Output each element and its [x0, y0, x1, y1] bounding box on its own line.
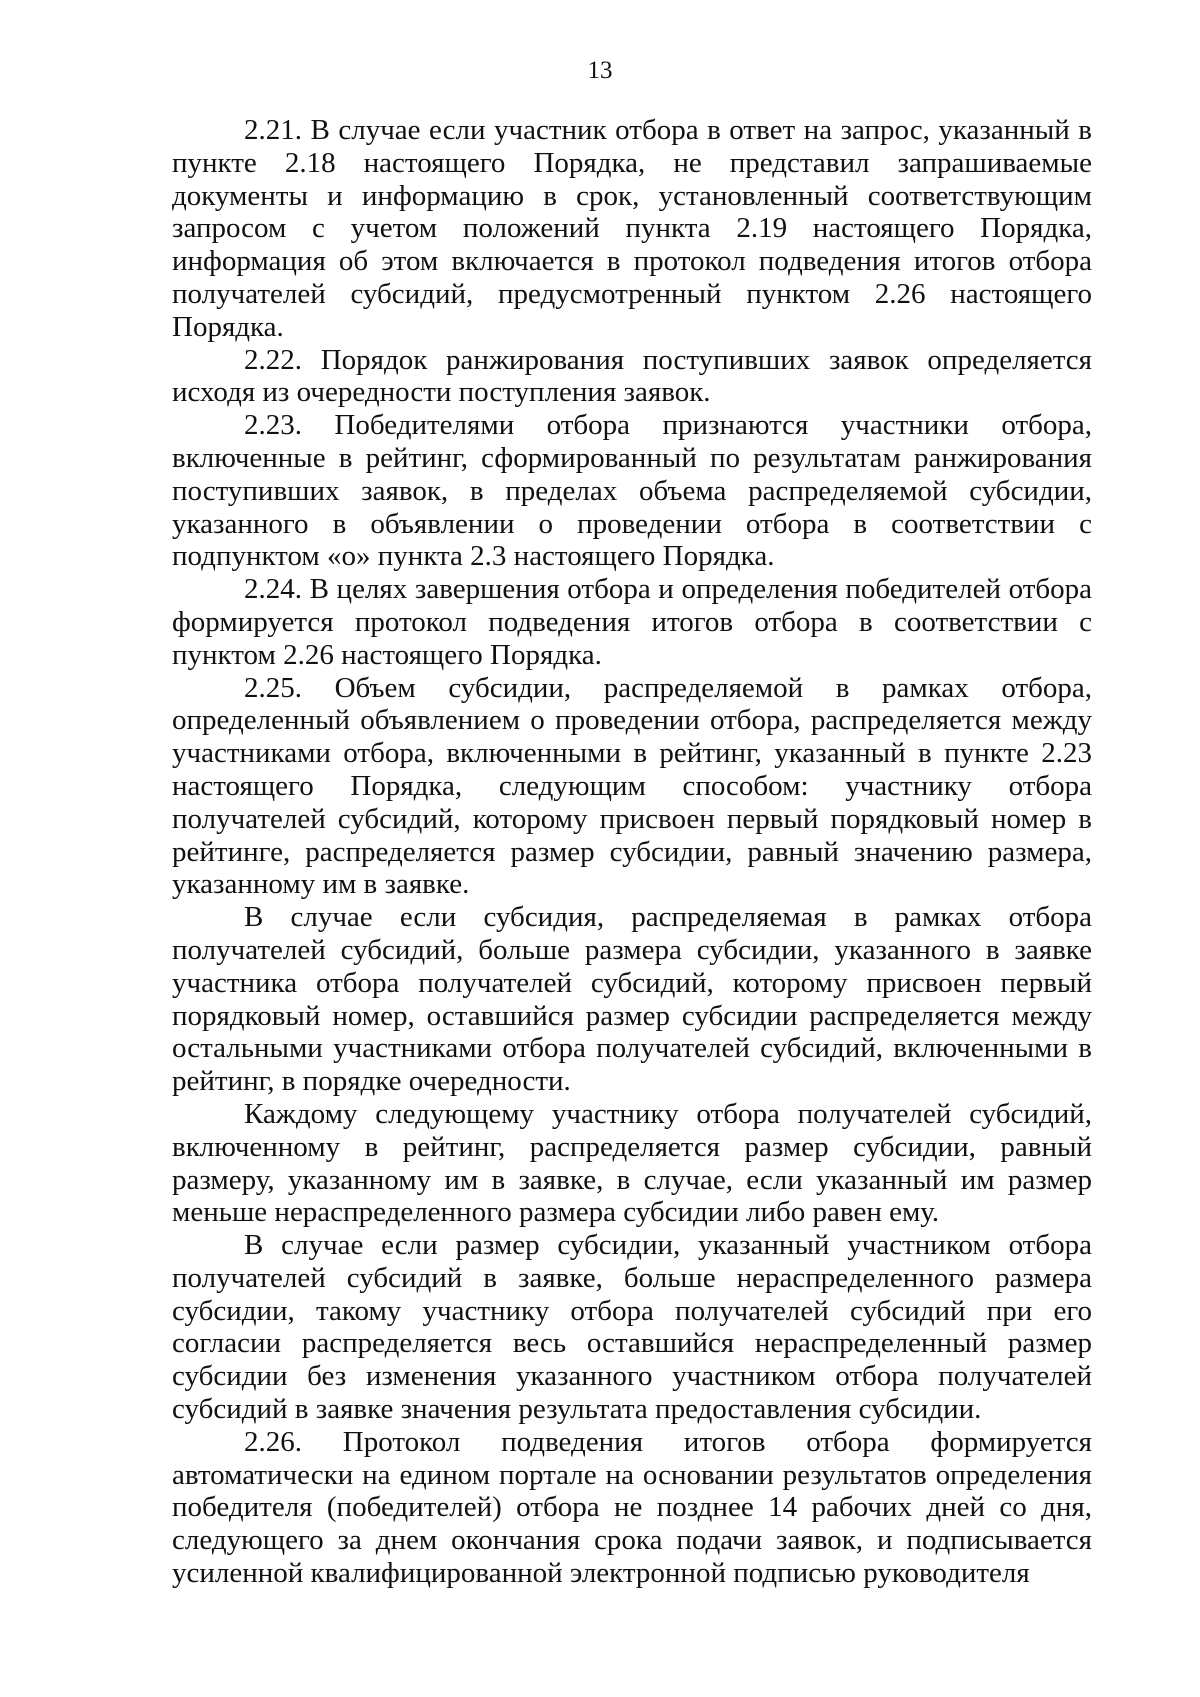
- paragraph-2-25: 2.25. Объем субсидии, распределяемой в рамках отбора, определенный объявлением о проведении отбора, распределяется между участниками отбора, включенными в рейтинг, указанный в пункте 2.23 настоящего Порядка, следующим способом: участнику отбора получателей субсидий, которому присвоен первый порядковый номер в рейтинге, распределяется размер субсидии, равный значению размера, указанному им в заявке.: [172, 671, 1092, 901]
- document-body: [172, 114, 1092, 1590]
- paragraph-2-25-part-3: Каждому следующему участнику отбора получателей субсидий, включенному в рейтинг, распределяется размер субсидии, равный размеру, указанному им в заявке, в случае, если указанный им размер меньше нераспределенного размера субсидии либо равен ему.: [172, 1097, 1092, 1229]
- paragraph-2-24: 2.24. В целях завершения отбора и определения победителей отбора формируется протокол подведения итогов отбора в соответствии с пунктом 2.26 настоящего Порядка.: [172, 573, 1092, 671]
- paragraph-2-22: 2.22. Порядок ранжирования поступивших заявок определяется исходя из очередности поступления заявок.: [172, 343, 1092, 409]
- paragraph-2-23: 2.23. Победителями отбора признаются участники отбора, включенные в рейтинг, сформированный по результатам ранжирования поступивших заявок, в пределах объема распределяемой субсидии, указанного в объявлении о проведении отбора в соответствии с подпунктом «о» пункта 2.3 настоящего Порядка.: [172, 409, 1092, 573]
- paragraph-2-26: 2.26. Протокол подведения итогов отбора формируется автоматически на едином портале на основании результатов определения победителя (победителей) отбора не позднее 14 рабочих дней со дня, следующего за днем окончания срока подачи заявок, и подписывается усиленной квалифицированной электронной подписью руководителя: [172, 1425, 1092, 1590]
- paragraph-2-25-part-2: В случае если субсидия, распределяемая в рамках отбора получателей субсидий, больше размера субсидии, указанного в заявке участника отбора получателей субсидий, которому присвоен первый порядковый номер, оставшийся размер субсидии распределяется между остальными участниками отбора получателей субсидий, включенными в рейтинг, в порядке очередности.: [172, 901, 1092, 1098]
- paragraph-2-21: 2.21. В случае если участник отбора в ответ на запрос, указанный в пункте 2.18 настоящего Порядка, не представил запрашиваемые документы и информацию в срок, установленный соответствующим запросом с учетом положений пункта 2.19 настоящего Порядка, информация об этом включается в протокол подведения итогов отбора получателей субсидий, предусмотренный пунктом 2.26 настоящего Порядка.: [172, 114, 1092, 343]
- paragraph-2-25-part-4: В случае если размер субсидии, указанный участником отбора получателей субсидий в заявке, больше нераспределенного размера субсидии, такому участнику отбора получателей субсидий при его согласии распределяется весь оставшийся нераспределенный размер субсидии без изменения указанного участником отбора получателей субсидий в заявке значения результата предоставления субсидии.: [172, 1229, 1092, 1426]
- page-number: 13: [587, 57, 613, 84]
